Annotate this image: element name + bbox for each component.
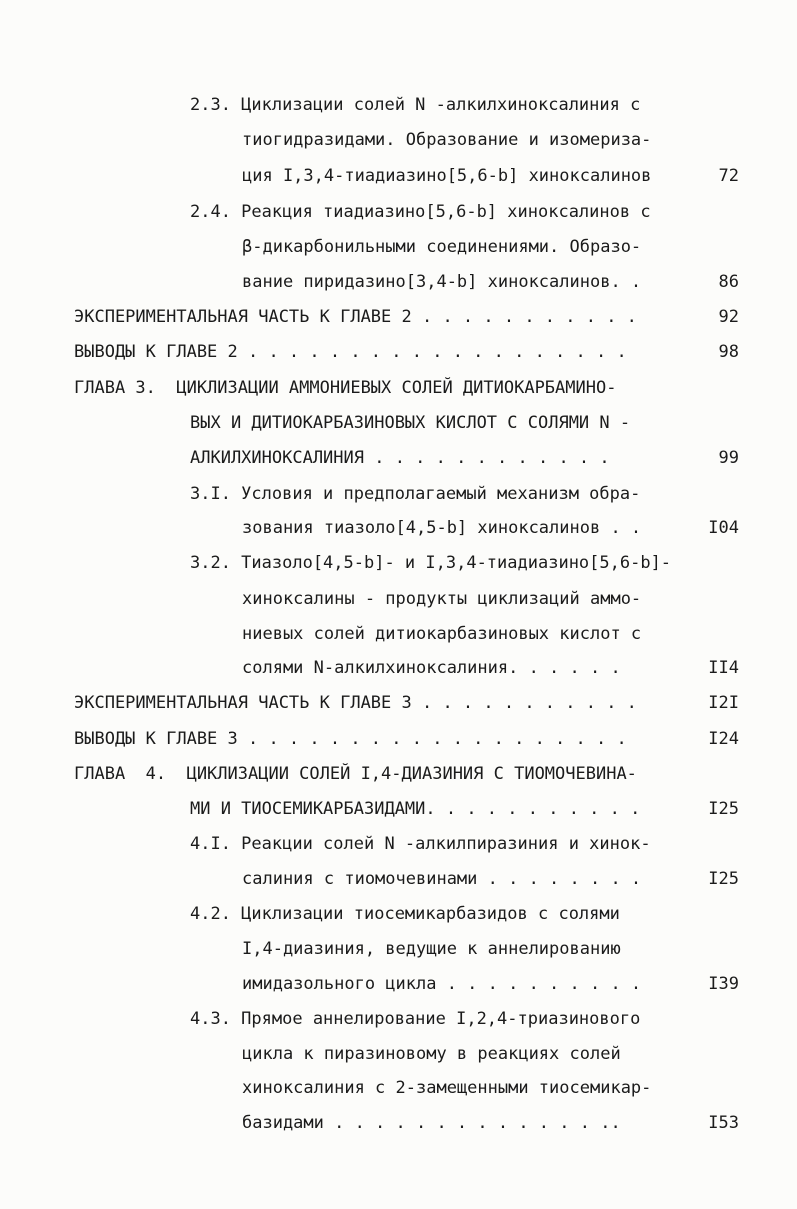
toc-page-number: I25 bbox=[708, 869, 739, 889]
toc-page-number: I39 bbox=[708, 974, 739, 994]
toc-page-number: 72 bbox=[718, 166, 739, 186]
toc-entry-line: хиноксалиния с 2-замещенными тиосемикар- bbox=[242, 1078, 652, 1098]
toc-page-number: II4 bbox=[708, 658, 739, 678]
toc-chapter-heading: ГЛАВА 4. ЦИКЛИЗАЦИИ СОЛЕЙ I,4-ДИАЗИНИЯ С ТИОМОЧЕВИНА- bbox=[74, 764, 637, 784]
toc-entry-line: солями N-алкилхиноксалиния. . . . . . bbox=[242, 658, 621, 678]
toc-entry-line: ЭКСПЕРИМЕНТАЛЬНАЯ ЧАСТЬ К ГЛАВЕ 2 . . . . . . . . . . . bbox=[74, 307, 637, 327]
toc-entry-line: β-дикарбонильными соединениями. Образо- bbox=[242, 237, 642, 257]
toc-entry-line: I,4-диазиния, ведущие к аннелированию bbox=[242, 939, 621, 959]
toc-entry-line: 3.I. Условия и предполагаемый механизм обра- bbox=[190, 484, 641, 504]
toc-page-number: I2I bbox=[708, 693, 739, 713]
toc-entry-line: хиноксалины - продукты циклизаций аммо- bbox=[242, 589, 642, 609]
toc-entry-line: 4.3. Прямое аннелирование I,2,4-триазинового bbox=[190, 1009, 641, 1029]
toc-entry-line: ВЫВОДЫ К ГЛАВЕ 2 . . . . . . . . . . . . . . . . . . . bbox=[74, 342, 627, 362]
toc-page-number: 92 bbox=[718, 307, 739, 327]
toc-entry-line: 2.4. Реакция тиадиазино[5,6-b] хиноксалинов с bbox=[190, 202, 651, 222]
toc-page-number: I04 bbox=[708, 518, 739, 538]
toc-entry-line: 2.3. Циклизации солей N -алкилхиноксалиния с bbox=[190, 95, 641, 115]
toc-page-number: I53 bbox=[708, 1113, 739, 1133]
toc-entry-line: АЛКИЛХИНОКСАЛИНИЯ . . . . . . . . . . . . bbox=[190, 448, 610, 468]
toc-entry-line: 4.I. Реакции солей N -алкилпиразиния и хинок- bbox=[190, 834, 651, 854]
toc-entry-line: ЭКСПЕРИМЕНТАЛЬНАЯ ЧАСТЬ К ГЛАВЕ 3 . . . . . . . . . . . bbox=[74, 693, 637, 713]
toc-entry-line: зования тиазоло[4,5-b] хиноксалинов . . bbox=[242, 518, 642, 538]
toc-chapter-heading: ГЛАВА 3. ЦИКЛИЗАЦИИ АММОНИЕВЫХ СОЛЕЙ ДИТИОКАРБАМИНО- bbox=[74, 378, 617, 398]
toc-page-number: 99 bbox=[718, 448, 739, 468]
toc-entry-line: вание пиридазино[3,4-b] хиноксалинов. . bbox=[242, 272, 642, 292]
toc-page-number: 86 bbox=[718, 272, 739, 292]
toc-entry-line: ВЫХ И ДИТИОКАРБАЗИНОВЫХ КИСЛОТ С СОЛЯМИ N - bbox=[190, 413, 631, 433]
toc-entry-line: 4.2. Циклизации тиосемикарбазидов с солями bbox=[190, 904, 620, 924]
toc-entry-line: тиогидразидами. Образование и изомериза- bbox=[242, 130, 652, 150]
toc-entry-line: ция I,3,4-тиадиазино[5,6-b] хиноксалинов bbox=[242, 166, 652, 186]
toc-entry-line: 3.2. Тиазоло[4,5-b]- и I,3,4-тиадиазино[5,6-b]- bbox=[190, 553, 672, 573]
toc-entry-line: МИ И ТИОСЕМИКАРБАЗИДАМИ. . . . . . . . . . . bbox=[190, 799, 641, 819]
toc-entry-line: имидазольного цикла . . . . . . . . . . bbox=[242, 974, 642, 994]
toc-entry-line: ниевых солей дитиокарбазиновых кислот с bbox=[242, 624, 642, 644]
toc-entry-line: цикла к пиразиновому в реакциях солей bbox=[242, 1044, 621, 1064]
toc-entry-line: салиния с тиомочевинами . . . . . . . . bbox=[242, 869, 642, 889]
toc-page-number: 98 bbox=[718, 342, 739, 362]
toc-entry-line: базидами . . . . . . . . . . . . . .. bbox=[242, 1113, 621, 1133]
toc-entry-line: ВЫВОДЫ К ГЛАВЕ 3 . . . . . . . . . . . . . . . . . . . bbox=[74, 729, 627, 749]
toc-page-number: I24 bbox=[708, 729, 739, 749]
toc-page-number: I25 bbox=[708, 799, 739, 819]
